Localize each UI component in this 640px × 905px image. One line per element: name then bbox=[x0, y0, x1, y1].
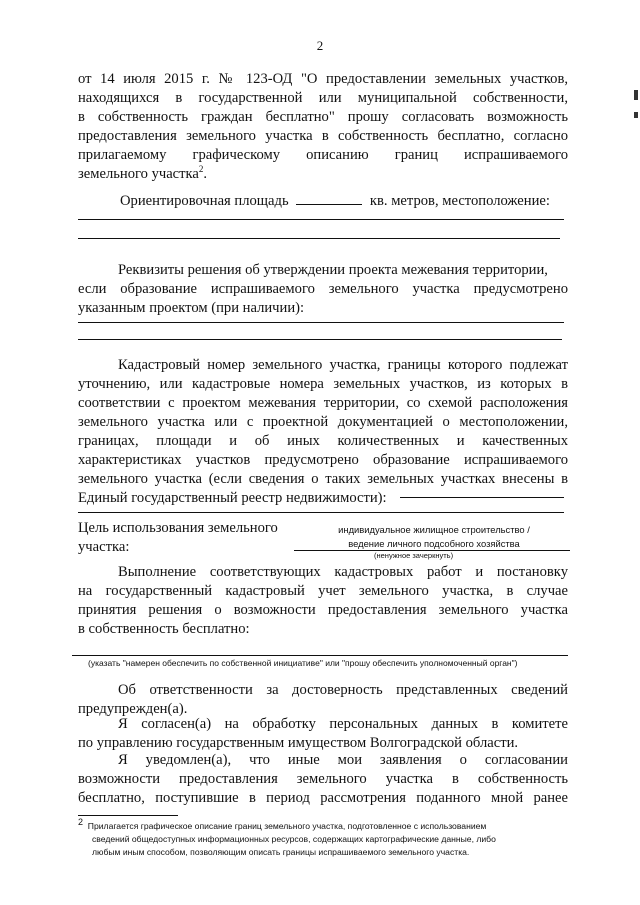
text-line: от 14 июля 2015 г. № 123-ОД "О предоставлении земельных участков, bbox=[78, 71, 568, 87]
text-line: границах, площади и об иных количественных и качественных bbox=[78, 433, 568, 449]
text-line: Кадастровый номер земельного участка, границы которого подлежат bbox=[118, 357, 568, 373]
text-line: характеристиках участков предусмотрено образование испрашиваемого bbox=[78, 452, 568, 468]
cadastral-paragraph bbox=[78, 356, 568, 508]
footnote-line bbox=[78, 817, 570, 833]
text-line: участка: bbox=[78, 539, 130, 555]
purpose-label bbox=[78, 519, 288, 557]
requisites-line-1[interactable] bbox=[78, 322, 564, 323]
area-line bbox=[84, 192, 564, 211]
location-line-1[interactable] bbox=[78, 219, 564, 220]
text-line: на государственный кадастровый учет земельного участка, в случае bbox=[78, 583, 568, 599]
footnote-ref: 2 bbox=[198, 164, 204, 175]
cadastral-works-blank[interactable] bbox=[72, 655, 568, 656]
text-line: бесплатно, поступившие в период рассмотрения поданного мной ранее bbox=[78, 790, 568, 806]
notified-paragraph bbox=[78, 751, 568, 808]
cadastral-number-blank-2[interactable] bbox=[78, 512, 564, 513]
text-line: указанным проектом (при наличии): bbox=[78, 300, 305, 316]
text-line: находящихся в государственной или муниципальной собственности, bbox=[78, 90, 568, 106]
responsibility-paragraph bbox=[78, 681, 568, 719]
cadastral-works-note: (указать "намерен обеспечить по собственной инициативе" или "прошу обеспечить уполномоченный орган") bbox=[88, 658, 518, 668]
text-line: соответствии с проектом межевания территории, со схемой расположения bbox=[78, 395, 568, 411]
purpose-options[interactable] bbox=[300, 523, 568, 551]
footnote-line: любым иным способом, позволяющим описать границы испрашиваемого земельного участка. bbox=[92, 847, 470, 857]
purpose-option-izhs[interactable]: индивидуальное жилищное строительство / bbox=[338, 524, 530, 535]
text-line: возможности предоставления земельного участка в собственность bbox=[78, 771, 568, 787]
text-line: по управлению государственным имуществом Волгоградской области. bbox=[78, 735, 519, 751]
last-line-text: земельного участка bbox=[78, 166, 199, 182]
area-unit-label: кв. метров, местоположение: bbox=[369, 193, 550, 209]
cadastral-works-paragraph bbox=[78, 563, 568, 639]
text-line: предупрежден(а). bbox=[78, 701, 188, 717]
scan-mark bbox=[634, 90, 638, 100]
text-line: принятия решения о возможности предоставления земельного участка bbox=[78, 602, 568, 618]
text-line: Я согласен(а) на обработку персональных данных в комитете bbox=[118, 716, 568, 732]
text-line: земельного участка или с проектной документацией о местоположении, bbox=[78, 414, 568, 430]
text-line: если образование испрашиваемого земельного участка предусмотрено bbox=[78, 281, 568, 297]
footnote bbox=[78, 817, 570, 859]
area-label: Ориентировочная площадь bbox=[120, 193, 289, 209]
text-line: земельного участка (если сведения о таких земельных участках внесены в bbox=[78, 471, 568, 487]
footnote-separator bbox=[78, 815, 178, 816]
text-line: Цель использования земельного bbox=[78, 520, 278, 536]
period: . bbox=[203, 166, 208, 182]
scan-mark bbox=[634, 112, 638, 118]
purpose-option-lph[interactable]: ведение личного подсобного хозяйства bbox=[348, 538, 520, 549]
footnote-number: 2 bbox=[78, 817, 84, 828]
text-line: в собственность бесплатно: bbox=[78, 621, 250, 637]
footnote-line: сведений общедоступных информационных ресурсов, содержащих картографические данные, либо bbox=[92, 834, 496, 844]
footnote-text: Прилагается графическое описание границ земельного участка, подготовленное с использованием bbox=[87, 821, 487, 831]
text-line: предоставления земельного участка в собственность бесплатно, согласно bbox=[78, 128, 568, 144]
consent-paragraph bbox=[78, 715, 568, 753]
location-line-2[interactable] bbox=[78, 238, 560, 239]
text-line: Реквизиты решения об утверждении проекта межевания территории, bbox=[118, 262, 548, 278]
page-number: 2 bbox=[316, 38, 324, 53]
text-line: в собственность граждан бесплатно" прошу согласовать возможность bbox=[78, 109, 568, 125]
text-line: Выполнение соответствующих кадастровых работ и постановку bbox=[118, 564, 568, 580]
text-line: уточнению, или кадастровые номера земельных участков, из которых в bbox=[78, 376, 568, 392]
requisites-paragraph bbox=[78, 261, 568, 318]
requisites-line-2[interactable] bbox=[78, 339, 562, 340]
text-line: Я уведомлен(а), что иные мои заявления о согласовании bbox=[118, 752, 568, 768]
text-line: прилагаемому графическому описанию границ испрашиваемого bbox=[78, 147, 568, 163]
text-line bbox=[78, 165, 568, 184]
paragraph-legal-reference bbox=[78, 70, 568, 184]
text-line: Единый государственный реестр недвижимости): bbox=[78, 490, 387, 506]
text-line: Об ответственности за достоверность представленных сведений bbox=[118, 682, 568, 698]
area-blank[interactable] bbox=[296, 192, 362, 205]
strike-note: (ненужное зачеркнуть) bbox=[374, 551, 454, 560]
cadastral-number-blank-1[interactable] bbox=[400, 497, 564, 498]
